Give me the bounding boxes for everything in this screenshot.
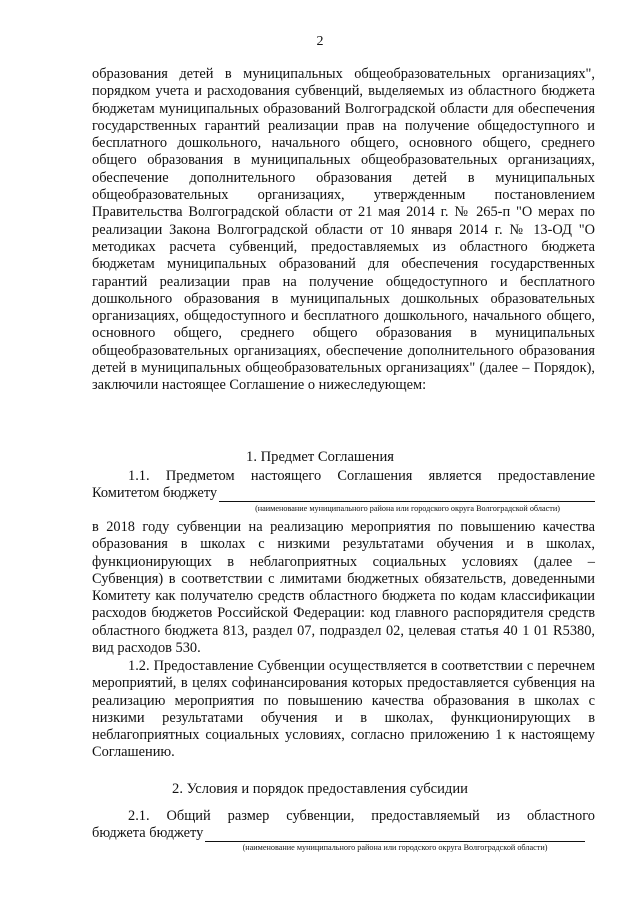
clause-2-1-fill-row xyxy=(92,825,595,842)
clause-2-1-line2: бюджета бюджету xyxy=(92,825,204,841)
intro-paragraph: образования детей в муниципальных общеобразовательных организациях", порядком учета и расходования субвенций, выделяемых из областного бюджета бюджетам муниципальных образований Волгоградской области для обеспечения государственных гарантий реализации прав на получение общедоступного и бесплатного дошкольного, начального общего, основного общего, среднего общего образования в муниципальных общеобразовательных организациях, обеспечение дополнительного образования детей в муниципальных общеобразовательных организациях, утвержденным постановлением Правительства Волгоградской области от 21 мая 2014 г. № 265-п "О мерах по реализации Закона Волгоградской области от 10 января 2014 г. № 13-ОД "О методиках расчета субвенций, предоставляемых из областного бюджета бюджетам муниципальных образований для обеспечения государственных гарантий реализации прав на получение общедоступного и бесплатного дошкольного образования в муниципальных дошкольных образовательных организациях, общедоступного и бесплатного дошкольного, начального общего, основного общего, среднего общего образования в муниципальных общеобразовательных организациях, обеспечение дополнительного образования детей в муниципальных общеобразовательных организациях" (далее – Порядок), заключили настоящее Соглашение о нижеследующем: xyxy=(92,66,595,394)
page-number: 2 xyxy=(316,34,324,49)
clause-2-1-line1: 2.1. Общий размер субвенции, предоставляемый из областного xyxy=(128,808,595,824)
fill-in-blank xyxy=(205,827,585,842)
section-2-heading: 2. Условия и порядок предоставления субсидии xyxy=(172,781,468,797)
section-1-heading: 1. Предмет Соглашения xyxy=(246,449,394,465)
clause-1-2: 1.2. Предоставление Субвенции осуществляется в соответствии с перечнем мероприятий, в целях софинансирования которых предоставляется субвенция на реализацию мероприятия по повышению качества образования в школах с низкими результатами обучения и в школах, функционирующих в неблагоприятных социальных условиях, согласно приложению 1 к настоящему Соглашению. xyxy=(92,658,595,761)
blank-caption-1: (наименование муниципального района или городского округа Волгоградской области) xyxy=(255,504,560,513)
clause-1-1-body: в 2018 году субвенции на реализацию мероприятия по повышению качества образования в школах с низкими результатами обучения и в школах, функционирующих в неблагоприятных социальных условиях (далее – Субвенция) в соответствии с лимитами бюджетных обязательств, доведенными Комитету как получателю средств областного бюджета по кодам классификации расходов бюджетов Российской Федерации: код главного распорядителя средств областного бюджета 813, раздел 07, подраздел 02, целевая статья 40 1 01 R5380, вид расходов 530. xyxy=(92,519,595,657)
clause-1-1-line2: Комитетом бюджету xyxy=(92,485,218,501)
clause-1-1-fill-row xyxy=(92,485,595,502)
clause-1-1-line1: 1.1. Предметом настоящего Соглашения является предоставление xyxy=(128,468,595,484)
blank-caption-2: (наименование муниципального района или городского округа Волгоградской области) xyxy=(242,843,548,852)
fill-in-blank xyxy=(219,487,595,502)
